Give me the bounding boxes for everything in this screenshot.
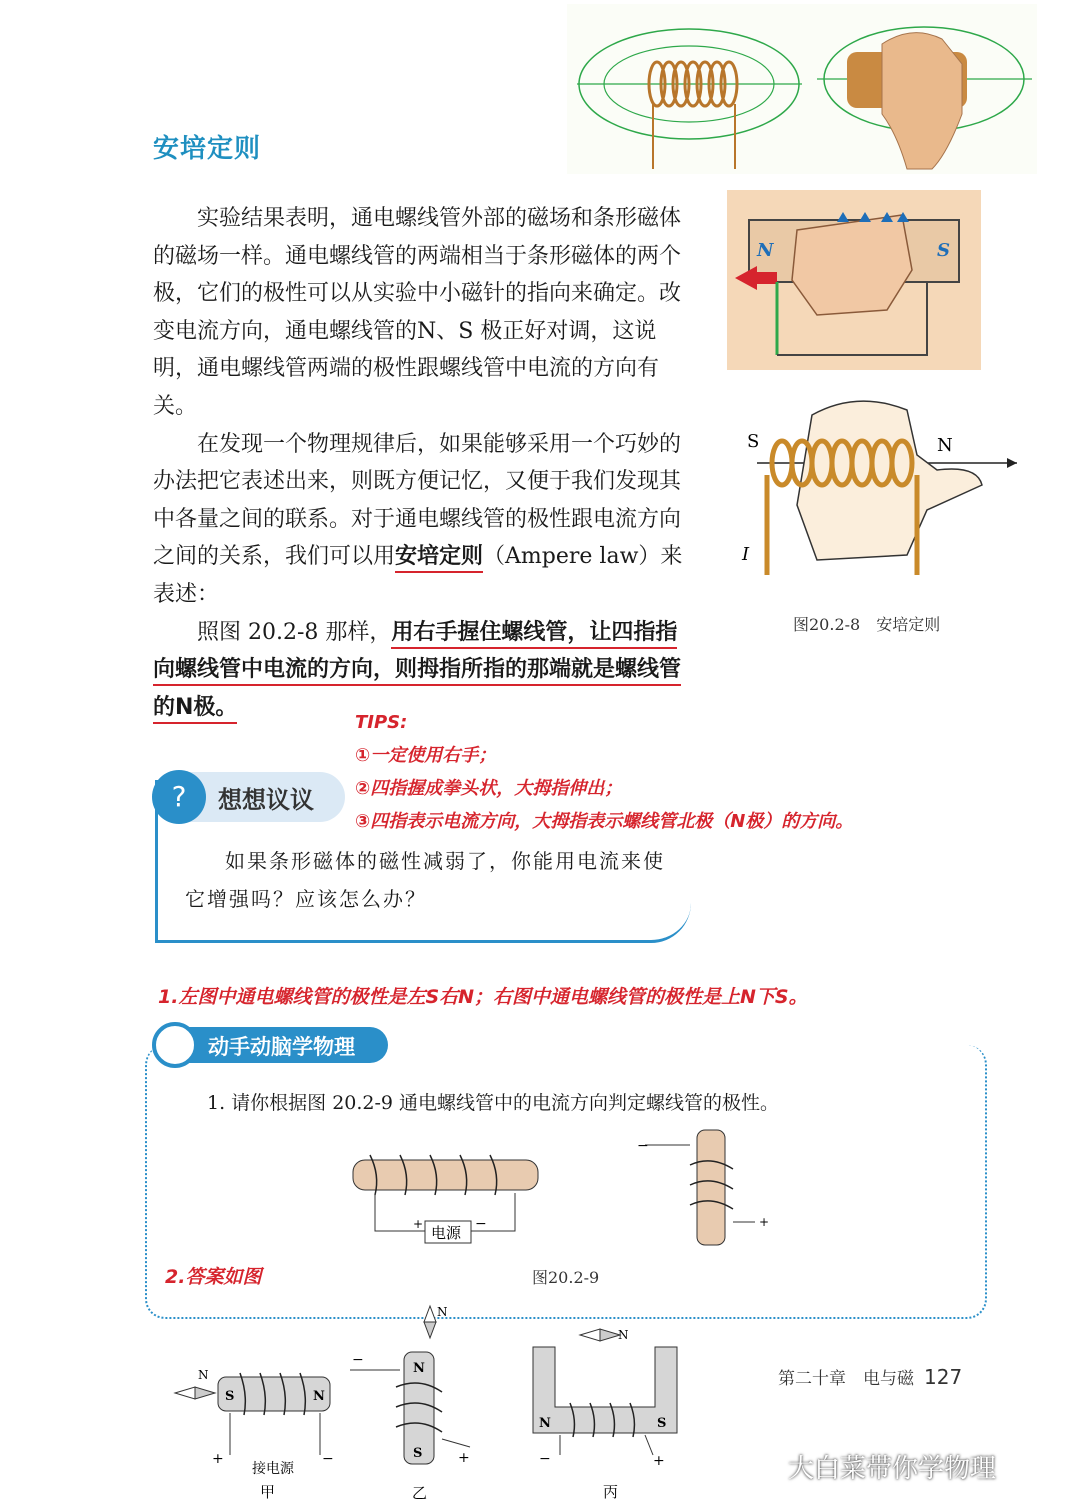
jia-pole-s: S [225, 1389, 235, 1404]
tips-title: TIPS: [355, 712, 408, 733]
jia-compass-n: N [198, 1368, 209, 1382]
page-number: 127 [924, 1365, 963, 1389]
bing-minus: − [539, 1451, 551, 1467]
fig-s-label: S [747, 431, 760, 452]
pole-s-label: S [937, 240, 950, 261]
solenoid-hand-photo-right [812, 4, 1037, 174]
yi-plus: + [458, 1450, 470, 1466]
jia-pole-n: N [313, 1389, 325, 1404]
tips-item-2: ②四指握成拳头状，大拇指伸出； [355, 778, 623, 799]
fig-n-label: N [937, 435, 953, 456]
paragraph-2-text: 在发现一个物理规律后，如果能够采用一个巧妙的办法把它表述出来，则既方便记忆，又便于我们发现其中各量之间的联系。对于通电螺线管的极性跟电流方向之间的关系，我们可以用 [153, 431, 682, 570]
page-footer [778, 1364, 962, 1389]
figure-20-2-8 [737, 395, 1027, 595]
answer-figure-bing [525, 1325, 690, 1505]
bing-caption: 丙 [603, 1483, 619, 1501]
paragraph-1: 实验结果表明，通电螺线管外部的磁场和条形磁体的磁场一样。通电螺线管的两端相当于条形磁体的两个极，它们的极性可以从实验中小磁针的指向来确定。改变电流方向，通电螺线管的N、S 极正好对调，这说明，通电螺线管两端的极性跟螺线管中电流的方向有关。 [153, 206, 682, 419]
figure-20-2-8-caption: 图20.2-8 安培定则 [793, 615, 941, 634]
power-minus-label: − [475, 1216, 487, 1232]
chapter-title: 第二十章 电与磁 [778, 1369, 914, 1389]
power-source-label: 电源 [431, 1224, 462, 1242]
discussion-text [185, 842, 665, 918]
discussion-face-icon: ? [152, 770, 206, 824]
bing-pole-n: N [539, 1416, 551, 1431]
right-hand-rule-diagram [727, 190, 981, 370]
pole-n-label: N [757, 240, 774, 261]
ampere-law-term: 安培定则 [395, 544, 483, 573]
body-text [153, 200, 693, 726]
figure-20-2-9-caption: 图20.2-9 [532, 1268, 600, 1287]
jia-power-label: 接电源 [252, 1461, 294, 1477]
jia-plus: + [212, 1451, 224, 1467]
vertical-plus-label: + [759, 1215, 770, 1229]
answer-2-annotation: 2.答案如图 [165, 1266, 262, 1288]
solenoid-field-photo-left [567, 4, 812, 174]
answer-1-annotation: 1.左图中通电螺线管的极性是左S右N；右图中通电螺线管的极性是上N下S。 [158, 986, 808, 1008]
jia-caption: 甲 [260, 1483, 276, 1501]
answer-figure-jia [170, 1355, 345, 1505]
yi-minus: − [352, 1352, 364, 1368]
discussion-title: 想想议议 [218, 786, 314, 814]
hands-on-title: 动手动脑学物理 [208, 1035, 355, 1059]
jia-minus: − [322, 1451, 334, 1467]
ampere-rule: 用右手握住螺线管，让四指指向螺线管中电流的方向，则拇指所指的那端就是螺线管的N极。 [153, 620, 681, 724]
paragraph-3-text: 照图 20.2-8 那样， [197, 619, 392, 645]
watermark: 大白菜带你学物理 [788, 1454, 997, 1484]
bing-compass-n: N [618, 1328, 629, 1342]
bing-pole-s: S [657, 1416, 667, 1431]
yi-compass-n: N [437, 1305, 448, 1319]
tips-item-1: ①一定使用右手； [355, 745, 497, 766]
yi-caption: 乙 [412, 1484, 428, 1502]
section-title: 安培定则 [153, 134, 262, 164]
discussion-question: 如果条形磁体的磁性减弱了，你能用电流来使它增强吗？应该怎么办？ [185, 849, 665, 911]
fig-i-label: I [742, 544, 750, 565]
paragraph-2-tail: （Ampere law）来表述： [153, 544, 683, 607]
power-plus-label: + [413, 1217, 424, 1231]
yi-pole-s: S [413, 1446, 423, 1461]
paragraph-2 [153, 426, 693, 614]
hands-on-question-1: 1. 请你根据图 20.2-9 通电螺线管中的电流方向判定螺线管的极性。 [207, 1092, 780, 1114]
tips-item-3: ③四指表示电流方向，大拇指表示螺线管北极（N极）的方向。 [355, 811, 854, 832]
yi-pole-n: N [413, 1361, 425, 1376]
figure-20-2-9 [345, 1125, 795, 1250]
vertical-minus-label: − [637, 1138, 649, 1154]
bing-plus: + [653, 1453, 665, 1469]
answer-figure-yi [350, 1302, 480, 1507]
hands-on-target-icon [152, 1022, 198, 1068]
